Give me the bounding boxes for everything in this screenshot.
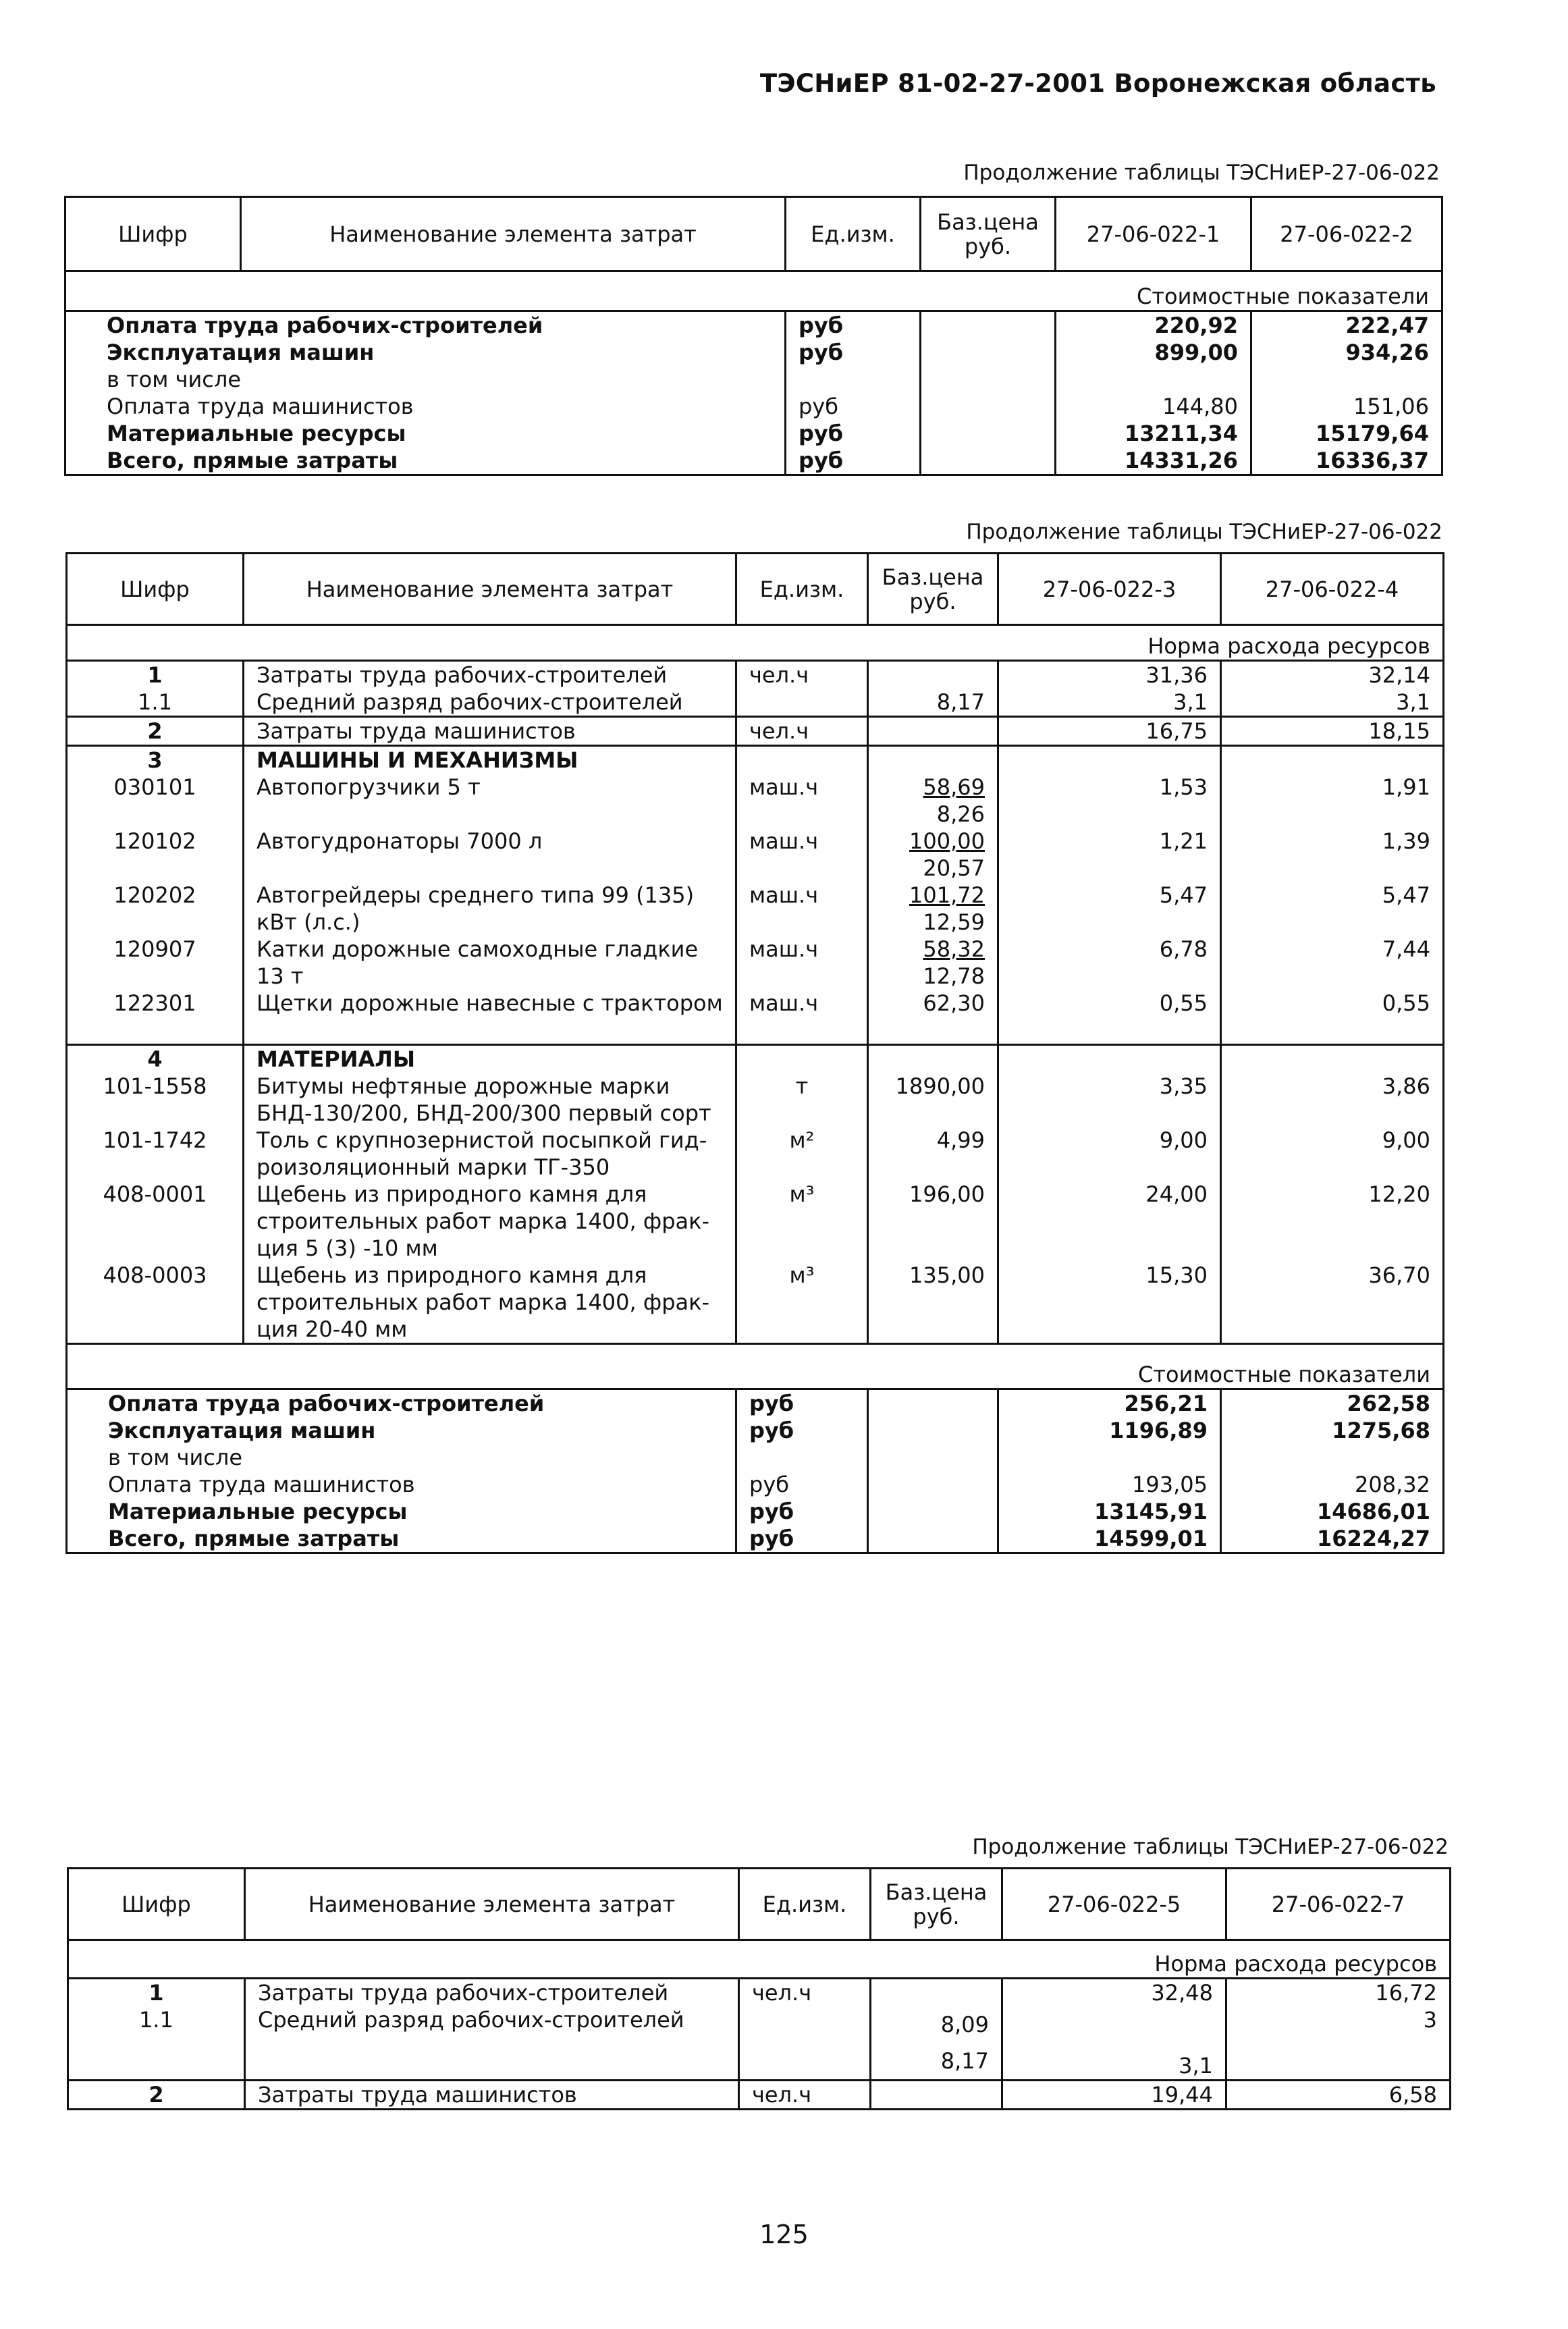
- col-code-7: 27-06-022-7: [1226, 1869, 1451, 1940]
- table-row: 122301 Щетки дорожные навесные с трактором маш.ч 62,30 0,55 0,55: [67, 990, 1444, 1045]
- section-norm-title: Норма расхода ресурсов: [67, 625, 1444, 661]
- col-price: Баз.цена руб.: [921, 197, 1056, 271]
- table-row: 2 Затраты труда машинистов чел.ч 19,44 6,58: [68, 2081, 1451, 2110]
- col-price: Баз.цена руб.: [868, 554, 998, 625]
- table-row: Эксплуатация машин руб 1196,89 1275,68: [67, 1417, 1444, 1444]
- col-price: Баз.цена руб.: [871, 1869, 1002, 1940]
- table-row: 1 Затраты труда рабочих-строителей чел.ч 32,48 16,72: [68, 1979, 1451, 2007]
- table2-caption: Продолжение таблицы ТЭСНиЕР-27-06-022: [966, 520, 1442, 544]
- page-header: ТЭСНиЕР 81-02-27-2001 Воронежская область: [759, 69, 1436, 98]
- table3-resources: [67, 1867, 1451, 2110]
- table-row: 120102 Автогудронаторы 7000 л маш.ч 100,00 20,57 1,21 1,39: [67, 828, 1444, 882]
- section-norm-title-3: Норма расхода ресурсов: [68, 1940, 1451, 1979]
- col-code-1: 27-06-022-1: [1056, 197, 1251, 271]
- table-row: 120907 Катки дорожные самоходные гладкие 13 т маш.ч 58,32 12,78 6,78 7,44: [67, 936, 1444, 990]
- table-row: 1.1 Средний разряд рабочих-строителей 8,09 8,17 3,1 3: [68, 2006, 1451, 2081]
- col-unit: Ед.изм.: [739, 1869, 871, 1940]
- table2-resources: [65, 552, 1444, 1554]
- section-cost-title: Стоимостные показатели: [65, 271, 1442, 311]
- table1-cost-summary: [64, 196, 1443, 476]
- section-machines: 3 МАШИНЫ И МЕХАНИЗМЫ: [67, 746, 1444, 774]
- table-row: Оплата труда рабочих-строителей руб 256,21 262,58: [67, 1389, 1444, 1418]
- table-row: 120202 Автогрейдеры среднего типа 99 (135) кВт (л.с.) маш.ч 101,72 12,59 5,47 5,47: [67, 882, 1444, 936]
- table-row: 101-1742 Толь с крупнозернистой посыпкой гид-роизоляционный марки ТГ-350 м² 4,99 9,00 9,00: [67, 1127, 1444, 1181]
- col-code-2: 27-06-022-2: [1251, 197, 1442, 271]
- col-code: Шифр: [67, 554, 244, 625]
- table-row: 2 Затраты труда машинистов чел.ч 16,75 18,15: [67, 717, 1444, 746]
- table-row: 1.1 Средний разряд рабочих-строителей 8,17 3,1 3,1: [67, 689, 1444, 717]
- table-row: в том числе: [67, 1444, 1444, 1471]
- table-row: Всего, прямые затраты руб 14331,26 16336,37: [65, 447, 1442, 475]
- table-row: 408-0001 Щебень из природного камня для строительных работ марка 1400, фрак-ция 5 (3) -10 мм м³ 196,00 24,00 12,20: [67, 1181, 1444, 1262]
- col-code: Шифр: [65, 197, 241, 271]
- table-row: Всего, прямые затраты руб 14599,01 16224,27: [67, 1525, 1444, 1553]
- section-cost-title-2: Стоимостные показатели: [67, 1344, 1444, 1389]
- table-row: Эксплуатация машин руб 899,00 934,26: [65, 339, 1442, 366]
- table-row: 408-0003 Щебень из природного камня для строительных работ марка 1400, фрак-ция 20-40 мм м³ 135,00 15,30 36,70: [67, 1262, 1444, 1344]
- table-row: Материальные ресурсы руб 13145,91 14686,01: [67, 1498, 1444, 1525]
- table-row: 101-1558 Битумы нефтяные дорожные марки БНД-130/200, БНД-200/300 первый сорт т 1890,00 3,35 3,86: [67, 1073, 1444, 1127]
- table3-caption: Продолжение таблицы ТЭСНиЕР-27-06-022: [972, 1835, 1449, 1859]
- col-code-4: 27-06-022-4: [1221, 554, 1444, 625]
- col-unit: Ед.изм.: [736, 554, 868, 625]
- table-row: 1 Затраты труда рабочих-строителей чел.ч 31,36 32,14: [67, 661, 1444, 689]
- table-row: Оплата труда машинистов руб 144,80 151,06: [65, 393, 1442, 420]
- table1-caption: Продолжение таблицы ТЭСНиЕР-27-06-022: [963, 161, 1440, 185]
- col-code-5: 27-06-022-5: [1002, 1869, 1226, 1940]
- page-number: 125: [759, 2220, 809, 2249]
- table-row: в том числе: [65, 366, 1442, 393]
- col-name: Наименование элемента затрат: [241, 197, 786, 271]
- table-row: Материальные ресурсы руб 13211,34 15179,64: [65, 420, 1442, 447]
- col-name: Наименование элемента затрат: [245, 1869, 739, 1940]
- col-code-3: 27-06-022-3: [998, 554, 1221, 625]
- table-row: Оплата труда рабочих-строителей руб 220,92 222,47: [65, 311, 1442, 340]
- table-row: Оплата труда машинистов руб 193,05 208,32: [67, 1471, 1444, 1498]
- col-code: Шифр: [68, 1869, 245, 1940]
- section-materials: 4 МАТЕРИАЛЫ: [67, 1045, 1444, 1073]
- col-unit: Ед.изм.: [786, 197, 921, 271]
- table-row: 030101 Автопогрузчики 5 т маш.ч 58,69 8,26 1,53 1,91: [67, 774, 1444, 828]
- col-name: Наименование элемента затрат: [244, 554, 736, 625]
